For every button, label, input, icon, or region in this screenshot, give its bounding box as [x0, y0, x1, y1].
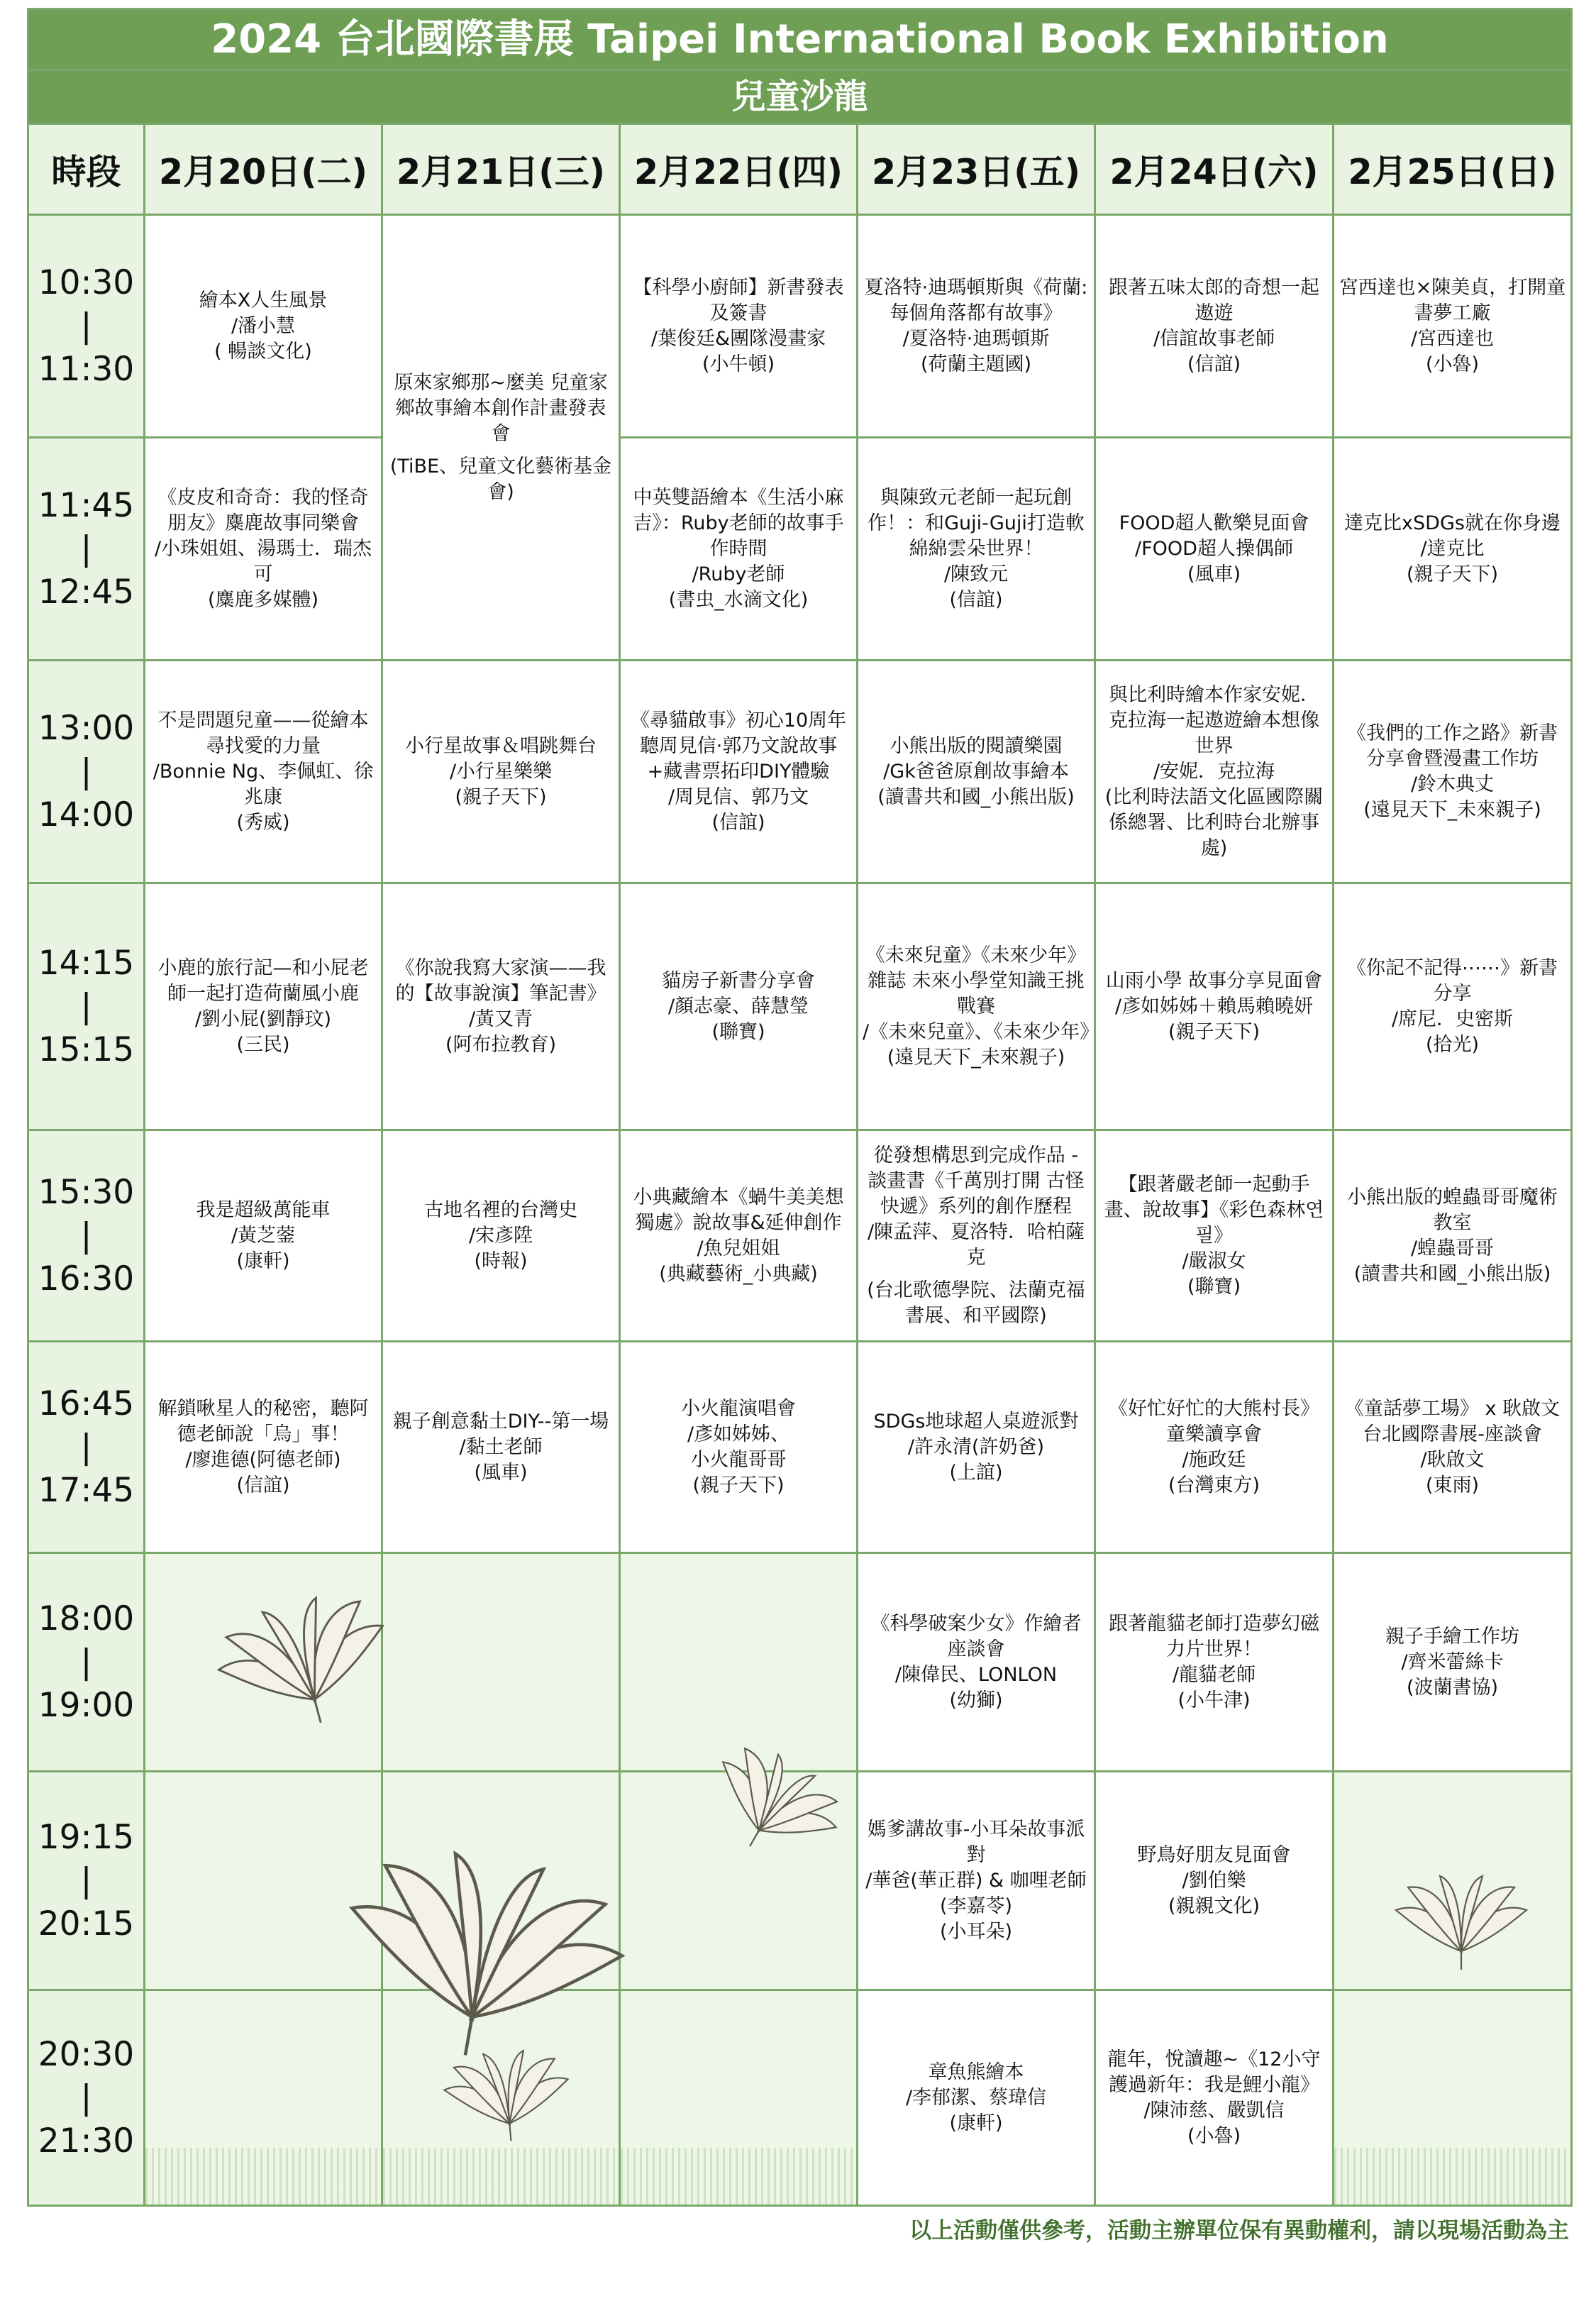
event-cell: [1095, 1130, 1334, 1342]
event-detail: /彥如姊姊、: [687, 1423, 790, 1445]
event-title: 親子創意黏土DIY--第一場: [392, 1410, 609, 1433]
event-detail: (遠見天下_未來親子): [887, 1046, 1065, 1069]
event-cell: [620, 215, 858, 438]
event-detail: (典藏藝術_小典藏): [659, 1262, 818, 1285]
event-detail: /李郁潔、蔡瑋信: [905, 2086, 1047, 2109]
event-cell: [858, 1553, 1095, 1772]
time-slot-row: [28, 661, 1572, 883]
event-detail: (康軒): [236, 1249, 290, 1272]
event-detail: /Gk爸爸原創故事繪本: [883, 760, 1069, 783]
time-slot-row: [28, 883, 1572, 1130]
event-title: 從發想構思到完成作品 - 談畫書《千萬別打開 古怪快遞》系列的創作歷程: [868, 1144, 1085, 1218]
event-title: 中英雙語繪本《生活小麻吉》：Ruby老師的故事手作時間: [633, 486, 844, 560]
event-detail: (讀書共和國_小熊出版): [877, 785, 1075, 808]
event-title: 古地名裡的台灣史: [424, 1198, 577, 1221]
open-book-icon: [1390, 1873, 1532, 1973]
time-start: 11:45: [38, 486, 135, 525]
line-spacer: [387, 447, 614, 454]
event-detail: (比利時法語文化區國際關係總署、比利時台北辦事處): [1104, 785, 1324, 859]
event-detail: (信誼): [949, 588, 1003, 611]
event-title: 原來家鄉那~麼美 兒童家鄉故事繪本創作計畫發表會: [394, 371, 608, 445]
time-start: 13:00: [38, 709, 135, 748]
event-cell: [620, 438, 858, 661]
column-header-feb21: 2月21日(三): [382, 124, 620, 215]
event-detail: /Bonnie Ng、李佩虹、徐兆康: [153, 760, 374, 808]
time-start: 20:30: [38, 2035, 135, 2074]
event-cell: [1334, 1553, 1572, 1772]
event-detail: (親親文化): [1168, 1894, 1260, 1917]
event-cell: [145, 215, 382, 438]
grass-decoration: [383, 2148, 619, 2205]
event-detail: /陳致元: [943, 563, 1009, 585]
event-detail: (聯寶): [711, 1020, 765, 1043]
event-detail: /小行星樂樂: [449, 760, 553, 783]
event-cell: [620, 1342, 858, 1553]
event-detail: /陳沛慈、嚴凱信: [1143, 2099, 1285, 2122]
time-start: 15:30: [38, 1173, 135, 1212]
event-detail: (TiBE、兒童文化藝術基金會): [389, 455, 612, 503]
time-end: 16:30: [38, 1259, 135, 1298]
event-cell: [858, 438, 1095, 661]
time-sep: |: [80, 2078, 92, 2117]
event-cell: [1334, 438, 1572, 661]
time-sep: |: [80, 1428, 92, 1467]
event-cell: [858, 215, 1095, 438]
event-detail: /耿啟文: [1420, 1448, 1485, 1471]
event-title: 跟著龍貓老師打造夢幻磁力片世界！: [1109, 1612, 1319, 1660]
event-detail: /宮西達也: [1410, 327, 1495, 350]
time-sep: |: [80, 1216, 92, 1255]
time-sep: |: [80, 529, 92, 568]
page-title: 2024 台北國際書展 Taipei International Book Exhibition: [28, 9, 1572, 70]
event-detail: /達克比: [1420, 537, 1485, 560]
column-header-feb20: 2月20日(二): [145, 124, 382, 215]
event-detail: /宋彥陞: [468, 1224, 533, 1247]
event-title: FOOD超人歡樂見面會: [1119, 512, 1309, 534]
event-cell: [382, 661, 620, 883]
event-detail: /劉小屁(劉靜玟): [194, 1008, 332, 1030]
event-detail: (阿布拉教育): [445, 1033, 557, 1056]
event-cell: [145, 1342, 382, 1553]
time-slot-cell: [28, 1342, 145, 1553]
time-end: 14:00: [38, 795, 135, 834]
event-title: 章魚熊繪本: [928, 2060, 1024, 2083]
event-title: 親子手繪工作坊: [1385, 1625, 1519, 1648]
event-detail: /龍貓老師: [1172, 1663, 1256, 1686]
event-title: 小鹿的旅行記—和小屁老師一起打造荷蘭風小鹿: [157, 956, 369, 1005]
column-header-feb25: 2月25日(日): [1334, 124, 1572, 215]
event-cell: [1095, 1772, 1334, 1990]
event-detail: /華爸(華正群) & 咖哩老師(李嘉苓): [865, 1869, 1087, 1917]
event-detail: (親子天下): [692, 1474, 785, 1496]
event-cell: [1095, 215, 1334, 438]
time-slot-cell: [28, 883, 145, 1130]
time-slot-row: [28, 215, 1572, 438]
event-cell: [858, 1772, 1095, 1990]
event-cell: [1095, 1342, 1334, 1553]
event-title: 我是超級萬能車: [196, 1198, 331, 1221]
event-detail: /小珠姐姐、湯瑪士．瑞杰可: [154, 537, 372, 585]
page-subtitle: 兒童沙龍: [28, 70, 1572, 124]
event-title: 野鳥好朋友見面會: [1137, 1843, 1291, 1866]
event-title: 【科學小廚師】新書發表及簽書: [633, 276, 844, 324]
event-cell: [620, 883, 858, 1130]
event-detail: /《未來兒童》、《未來少年》: [863, 1020, 1099, 1043]
event-detail: /顏志豪、薛慧瑩: [667, 995, 809, 1017]
time-sep: |: [80, 307, 92, 346]
time-end: 11:30: [38, 350, 135, 389]
time-end: 15:15: [38, 1030, 135, 1069]
event-detail: (台灣東方): [1168, 1474, 1260, 1496]
event-cell: [1334, 883, 1572, 1130]
event-title: 媽爹講故事-小耳朵故事派對: [867, 1818, 1085, 1866]
event-cell: [858, 1990, 1095, 2206]
event-detail: (遠見天下_未來親子): [1363, 798, 1541, 821]
event-title: 《未來兒童》《未來少年》雜誌 未來小學堂知識王挑戰賽: [865, 944, 1087, 1017]
time-slot-row: [28, 1990, 1572, 2206]
event-cell: [382, 215, 620, 661]
event-title: 宮西達也×陳美貞，打開童書夢工廠: [1339, 276, 1566, 324]
event-cell: [1095, 883, 1334, 1130]
event-title: 小行星故事＆唱跳舞台: [405, 734, 597, 757]
event-detail: (時報): [474, 1249, 528, 1272]
event-cell: [145, 883, 382, 1130]
event-detail: (讀書共和國_小熊出版): [1353, 1262, 1551, 1285]
event-cell: [1334, 661, 1572, 883]
time-sep: |: [80, 987, 92, 1026]
event-detail: (小耳朵): [939, 1920, 1013, 1943]
event-detail: /Ruby老師: [692, 563, 785, 585]
event-detail: (秀威): [236, 811, 290, 834]
event-detail: (親子天下): [1406, 563, 1499, 585]
event-title: 《好忙好忙的大熊村長》童樂讀享會: [1109, 1397, 1319, 1445]
event-detail: /席尼．史密斯: [1391, 1008, 1514, 1030]
event-detail: /FOOD超人操偶師: [1135, 537, 1293, 560]
event-detail: (荷蘭主題國): [920, 353, 1032, 375]
event-title: 山雨小學 故事分享見面會: [1105, 969, 1323, 992]
event-detail: (小魯): [1425, 353, 1480, 375]
event-detail: /魚兒姐姐: [697, 1237, 780, 1259]
time-slot-cell: [28, 215, 145, 438]
event-detail: /夏洛特·迪瑪頓斯: [902, 327, 1050, 350]
grass-decoration: [145, 2148, 381, 2205]
event-detail: /潘小慧: [231, 314, 296, 337]
event-cell: [858, 661, 1095, 883]
time-start: 16:45: [38, 1384, 135, 1423]
time-end: 12:45: [38, 573, 135, 612]
column-header-feb22: 2月22日(四): [620, 124, 858, 215]
empty-cell: [1334, 1990, 1572, 2206]
time-sep: |: [80, 752, 92, 791]
event-detail: (拾光): [1425, 1033, 1480, 1056]
event-detail: (幼獅): [949, 1689, 1003, 1711]
time-end: 17:45: [38, 1471, 135, 1510]
event-detail: (麋鹿多媒體): [207, 588, 319, 611]
time-start: 10:30: [38, 263, 135, 302]
event-title: 《皮皮和奇奇：我的怪奇朋友》麋鹿故事同樂會: [157, 486, 369, 534]
time-slot-cell: [28, 438, 145, 661]
event-detail: /劉伯樂: [1182, 1869, 1246, 1892]
time-sep: |: [80, 1861, 92, 1900]
event-title: 與陳致元老師一起玩創作！：和Guji-Guji打造軟綿綿雲朵世界！: [868, 486, 1085, 560]
event-cell: [1095, 661, 1334, 883]
line-spacer: [863, 1271, 1090, 1278]
event-cell: [382, 1130, 620, 1342]
time-end: 19:00: [38, 1686, 135, 1725]
time-slot-cell: [28, 1130, 145, 1342]
event-title: 夏洛特·迪瑪頓斯與《荷蘭:每個角落都有故事》: [864, 276, 1088, 324]
event-cell: [858, 883, 1099, 1130]
event-title: 《科學破案少女》作繪者座談會: [870, 1612, 1082, 1660]
event-detail: (台北歌德學院、法蘭克福書展、和平國際): [867, 1279, 1085, 1327]
event-cell: [145, 661, 382, 883]
column-header-feb23: 2月23日(五): [858, 124, 1095, 215]
time-slot-cell: [28, 1772, 145, 1990]
event-cell: [620, 1130, 858, 1342]
event-title: 繪本X人生風景: [199, 289, 328, 311]
event-detail: /周見信、郭乃文: [667, 785, 809, 808]
event-title: 小典藏繪本《蝸牛美美想獨處》說故事&延伸創作: [633, 1186, 844, 1234]
event-title: 解鎖啾星人的秘密，聽阿德老師說「烏」事！: [157, 1397, 369, 1445]
time-slot-cell: [28, 1553, 145, 1772]
event-title: 【跟著嚴老師一起動手畫、說故事】《彩色森林연필》: [1104, 1173, 1324, 1247]
event-detail: /黃又青: [468, 1008, 533, 1030]
event-cell: [382, 1342, 620, 1553]
event-title: 達克比xSDGs就在你身邊: [1344, 512, 1561, 534]
event-detail: (風車): [1187, 563, 1241, 585]
event-title: 龍年，悅讀趣~《12小守護過新年：我是鯉小龍》: [1107, 2048, 1321, 2096]
event-cell: [1095, 1990, 1334, 2206]
time-slot-cell: [28, 661, 145, 883]
event-detail: (小魯): [1187, 2124, 1241, 2147]
event-detail: /陳孟萍、夏洛特．哈柏薩克: [867, 1220, 1085, 1269]
event-detail: (康軒): [949, 2112, 1003, 2134]
event-detail: /彥如姊姊＋賴馬賴曉妍: [1114, 995, 1314, 1017]
event-title: 《我們的工作之路》新書分享會暨漫畫工作坊: [1347, 722, 1558, 770]
event-title: SDGs地球超人桌遊派對: [873, 1410, 1079, 1433]
event-cell: [620, 661, 858, 883]
event-cell: [1334, 1342, 1572, 1553]
time-start: 14:15: [38, 944, 135, 983]
event-detail: (親子天下): [1168, 1020, 1260, 1043]
column-header-feb24: 2月24日(六): [1095, 124, 1334, 215]
event-detail: /施政廷: [1182, 1448, 1246, 1471]
event-detail: /安妮．克拉海: [1153, 760, 1275, 783]
event-title: 《你記不記得⋯⋯》新書分享: [1347, 956, 1558, 1005]
time-end: 20:15: [38, 1904, 135, 1943]
event-title: 《你說我寫大家演——我的【故事說演】筆記書》: [395, 956, 606, 1005]
event-detail: (親子天下): [455, 785, 547, 808]
event-cell: [145, 1130, 382, 1342]
event-detail: /許永清(許奶爸): [907, 1435, 1045, 1458]
event-detail: /嚴淑女: [1182, 1249, 1246, 1272]
event-title: 與比利時繪本作家安妮．克拉海一起遨遊繪本想像世界: [1109, 683, 1319, 757]
column-header-row: [28, 124, 1572, 215]
column-header-time: 時段: [28, 124, 145, 215]
time-slot-row: [28, 438, 1572, 661]
event-title: 小火龍演唱會: [681, 1397, 796, 1420]
event-detail: (信誼): [236, 1474, 290, 1496]
event-detail: /陳偉民、LONLON: [894, 1663, 1058, 1686]
empty-cell: [620, 1990, 858, 2206]
event-detail: /齊米蕾絲卡: [1401, 1650, 1504, 1673]
event-detail: (小牛津): [1177, 1689, 1251, 1711]
event-cell: [1334, 215, 1572, 438]
event-detail: /黏土老師: [459, 1435, 543, 1458]
event-detail: (聯寶): [1187, 1275, 1241, 1298]
time-start: 18:00: [38, 1599, 135, 1638]
event-title: 小熊出版的閱讀樂園: [890, 734, 1063, 757]
time-sep: |: [80, 1643, 92, 1682]
event-detail: (信誼): [1187, 353, 1241, 375]
time-slot-cell: [28, 1990, 145, 2206]
event-detail: (書虫_水滴文化): [668, 588, 809, 611]
event-detail: (波蘭書協): [1406, 1676, 1499, 1699]
event-cell: [382, 883, 620, 1130]
event-detail: /廖進德(阿德老師): [185, 1448, 341, 1471]
empty-cell: [382, 1553, 620, 1772]
event-detail: (三民): [236, 1033, 290, 1056]
footer-note: 以上活動僅供參考，活動主辦單位保有異動權利，請以現場活動為主: [909, 2218, 1569, 2244]
event-title: 貓房子新書分享會: [662, 969, 815, 992]
event-cell: [1095, 438, 1334, 661]
event-cell: [858, 1342, 1095, 1553]
event-title: 《尋貓啟事》初心10周年 聽周見信·郭乃文說故事+藏書票拓印DIY體驗: [630, 709, 847, 783]
time-slot-row: [28, 1130, 1572, 1342]
event-detail: (小牛頓): [702, 353, 775, 375]
event-cell: [145, 438, 382, 661]
event-detail: 小火龍哥哥: [690, 1448, 787, 1471]
event-detail: /信誼故事老師: [1153, 327, 1275, 350]
event-title: 跟著五味太郎的奇想一起遨遊: [1109, 276, 1319, 324]
event-detail: /鈴木典丈: [1410, 773, 1495, 795]
flying-book-icon: [436, 2038, 579, 2156]
grass-decoration: [1334, 2148, 1570, 2205]
event-detail: /葉俊廷&團隊漫畫家: [650, 327, 826, 350]
event-cell: [1095, 1553, 1334, 1772]
event-detail: (信誼): [711, 811, 765, 834]
time-slot-row: [28, 1342, 1572, 1553]
event-detail: /蝗蟲哥哥: [1410, 1237, 1495, 1259]
time-end: 21:30: [38, 2122, 135, 2161]
event-title: 小熊出版的蝗蟲哥哥魔術教室: [1347, 1186, 1558, 1234]
event-cell: [858, 1130, 1095, 1342]
event-title: 《童話夢工場》 x 耿啟文台北國際書展-座談會: [1344, 1397, 1561, 1445]
time-start: 19:15: [38, 1818, 135, 1857]
event-detail: ( 暢談文化): [214, 340, 312, 363]
event-detail: /黃芝蓥: [231, 1224, 296, 1247]
event-title: 不是問題兒童——從繪本尋找愛的力量: [157, 709, 369, 757]
event-cell: [1334, 1130, 1572, 1342]
event-detail: (風車): [474, 1461, 528, 1484]
event-detail: (上誼): [949, 1461, 1003, 1484]
grass-decoration: [621, 2148, 856, 2205]
event-detail: (東雨): [1425, 1474, 1480, 1496]
